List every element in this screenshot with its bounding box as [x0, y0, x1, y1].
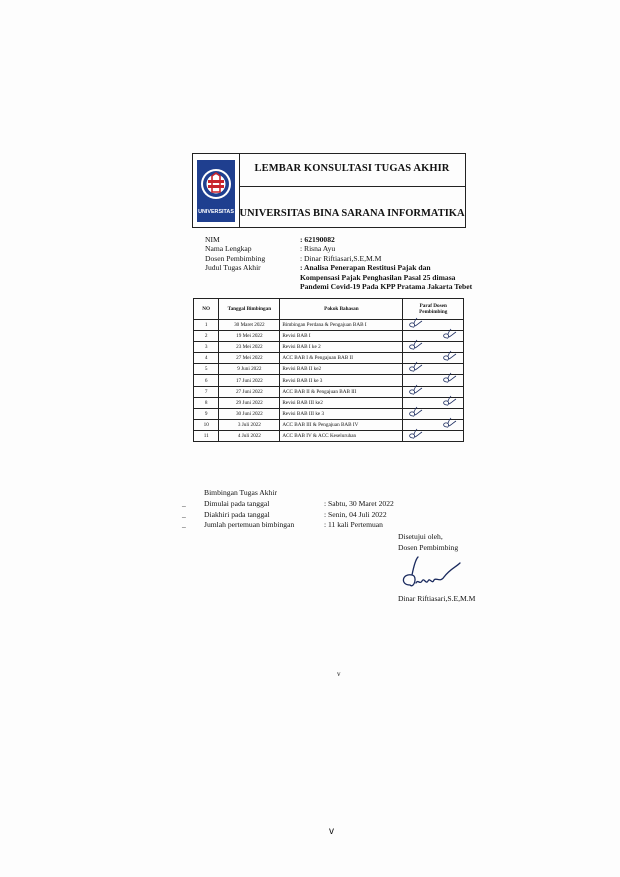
summary-value: : 11 kali Pertemuan [324, 520, 383, 530]
cell-topic: Revisi BAB III ke2 [280, 397, 403, 408]
cell-date: 27 Mei 2022 [219, 353, 280, 364]
col-header-no: NO [194, 299, 219, 320]
paraf-signature-icon [407, 428, 423, 440]
cell-topic: Revisi BAB II ke2 [280, 364, 403, 375]
cell-topic: ACC BAB I & Pengajuan BAB II [280, 353, 403, 364]
university-name: UNIVERSITAS BINA SARANA INFORMATIKA [239, 208, 465, 219]
table-row [194, 364, 464, 375]
cell-no: 2 [194, 331, 219, 342]
cell-topic: Revisi BAB I ke 2 [280, 342, 403, 353]
supervisor-signature-icon [398, 555, 462, 593]
col-header-sign: Paraf Dosen Pembimbing [403, 299, 464, 320]
cell-date: 30 Juni 2022 [219, 408, 280, 419]
col-header-date: Tanggal Bimbingan [219, 299, 280, 320]
info-value: : Analisa Penerapan Restitusi Pajak dan [300, 263, 431, 273]
table-row [194, 408, 464, 419]
cell-no: 9 [194, 408, 219, 419]
info-value: : Dinar Riftiasari,S.E,M.M [300, 253, 382, 263]
paraf-signature-icon [441, 417, 457, 429]
cell-date: 23 Mei 2022 [219, 342, 280, 353]
cell-topic: ACC BAB IV & ACC Keseluruhan [280, 430, 403, 441]
summary-label: Diakhiri pada tanggal [204, 509, 270, 519]
cell-topic: ACC BAB II & Pengajuan BAB III [280, 386, 403, 397]
table-row [194, 342, 464, 353]
info-label: Dosen Pembimbing [205, 253, 266, 263]
cell-date: 17 Juni 2022 [219, 375, 280, 386]
paraf-signature-icon [407, 317, 423, 329]
cell-no: 7 [194, 386, 219, 397]
paraf-signature-icon [407, 406, 423, 418]
cell-date: 30 Maret 2022 [219, 320, 280, 331]
approval-block [398, 532, 458, 553]
summary-value: : Sabtu, 30 Maret 2022 [324, 498, 394, 508]
consultation-table [193, 298, 464, 442]
paraf-signature-icon [441, 372, 457, 384]
info-value: Pandemi Covid-19 Pada KPP Pratama Jakarta Tebet [300, 282, 473, 291]
table-row [194, 430, 464, 441]
approval-line-2: Dosen Pembimbing [398, 542, 459, 552]
cell-date: 27 Juni 2022 [219, 386, 280, 397]
cell-date: 19 Mei 2022 [219, 331, 280, 342]
signer-name: Dinar Riftiasari,S.E,M.M [398, 594, 476, 603]
table-row [194, 386, 464, 397]
cell-no: 11 [194, 430, 219, 441]
col-header-topic: Pokok Bahasan [280, 299, 403, 320]
document-title: LEMBAR KONSULTASI TUGAS AKHIR [254, 163, 450, 174]
title-row [239, 154, 465, 187]
cell-no: 5 [194, 364, 219, 375]
logo-text: UNIVERSITAS [198, 209, 234, 215]
cell-sign [403, 430, 464, 441]
summary-bullet: _ [182, 509, 186, 519]
cell-topic: ACC BAB III & Pengajuan BAB IV [280, 419, 403, 430]
cell-date: 3 Juli 2022 [219, 419, 280, 430]
table-row [194, 320, 464, 331]
info-value: : 62190082 [300, 235, 335, 244]
cell-topic: Revisi BAB I [280, 331, 403, 342]
paraf-signature-icon [441, 395, 457, 407]
paraf-signature-icon [407, 339, 423, 351]
cell-no: 1 [194, 320, 219, 331]
document-header [192, 153, 466, 228]
summary-bullet: _ [182, 498, 186, 508]
page-mark-small: v [337, 670, 341, 678]
cell-date: 9 Juni 2022 [219, 364, 280, 375]
paraf-signature-icon [441, 328, 457, 340]
cell-topic: Revisi BAB II ke 3 [280, 375, 403, 386]
paraf-signature-icon [407, 361, 423, 373]
info-label: Nama Lengkap [205, 244, 252, 254]
info-value: : Risna Ayu [300, 244, 336, 254]
cell-no: 10 [194, 419, 219, 430]
cell-no: 3 [194, 342, 219, 353]
cell-no: 8 [194, 397, 219, 408]
cell-no: 4 [194, 353, 219, 364]
summary-label: Dimulai pada tanggal [204, 498, 270, 508]
info-label: Judul Tugas Akhir [205, 263, 261, 273]
cell-no: 6 [194, 375, 219, 386]
summary-bullet: _ [182, 520, 186, 530]
logo-cell [193, 154, 240, 227]
cell-date: 4 Juli 2022 [219, 430, 280, 441]
paraf-signature-icon [441, 350, 457, 362]
summary-value: : Senin, 04 Juli 2022 [324, 509, 387, 519]
info-value: Kompensasi Pajak Penghasilan Pasal 25 dimasa [300, 272, 456, 282]
cell-topic: Bimbingan Perdana & Pengajuan BAB I [280, 320, 403, 331]
summary-heading: Bimbingan Tugas Akhir [204, 488, 277, 497]
approval-line-1: Disetujui oleh, [398, 532, 443, 541]
summary-label: Jumlah pertemuan bimbingan [204, 520, 295, 530]
paraf-signature-icon [407, 384, 423, 396]
page-mark-bottom: v [329, 826, 334, 837]
cell-topic: Revisi BAB III ke 3 [280, 408, 403, 419]
info-label: NIM [205, 235, 220, 244]
cell-date: 29 Juni 2022 [219, 397, 280, 408]
university-logo-icon [197, 160, 235, 222]
